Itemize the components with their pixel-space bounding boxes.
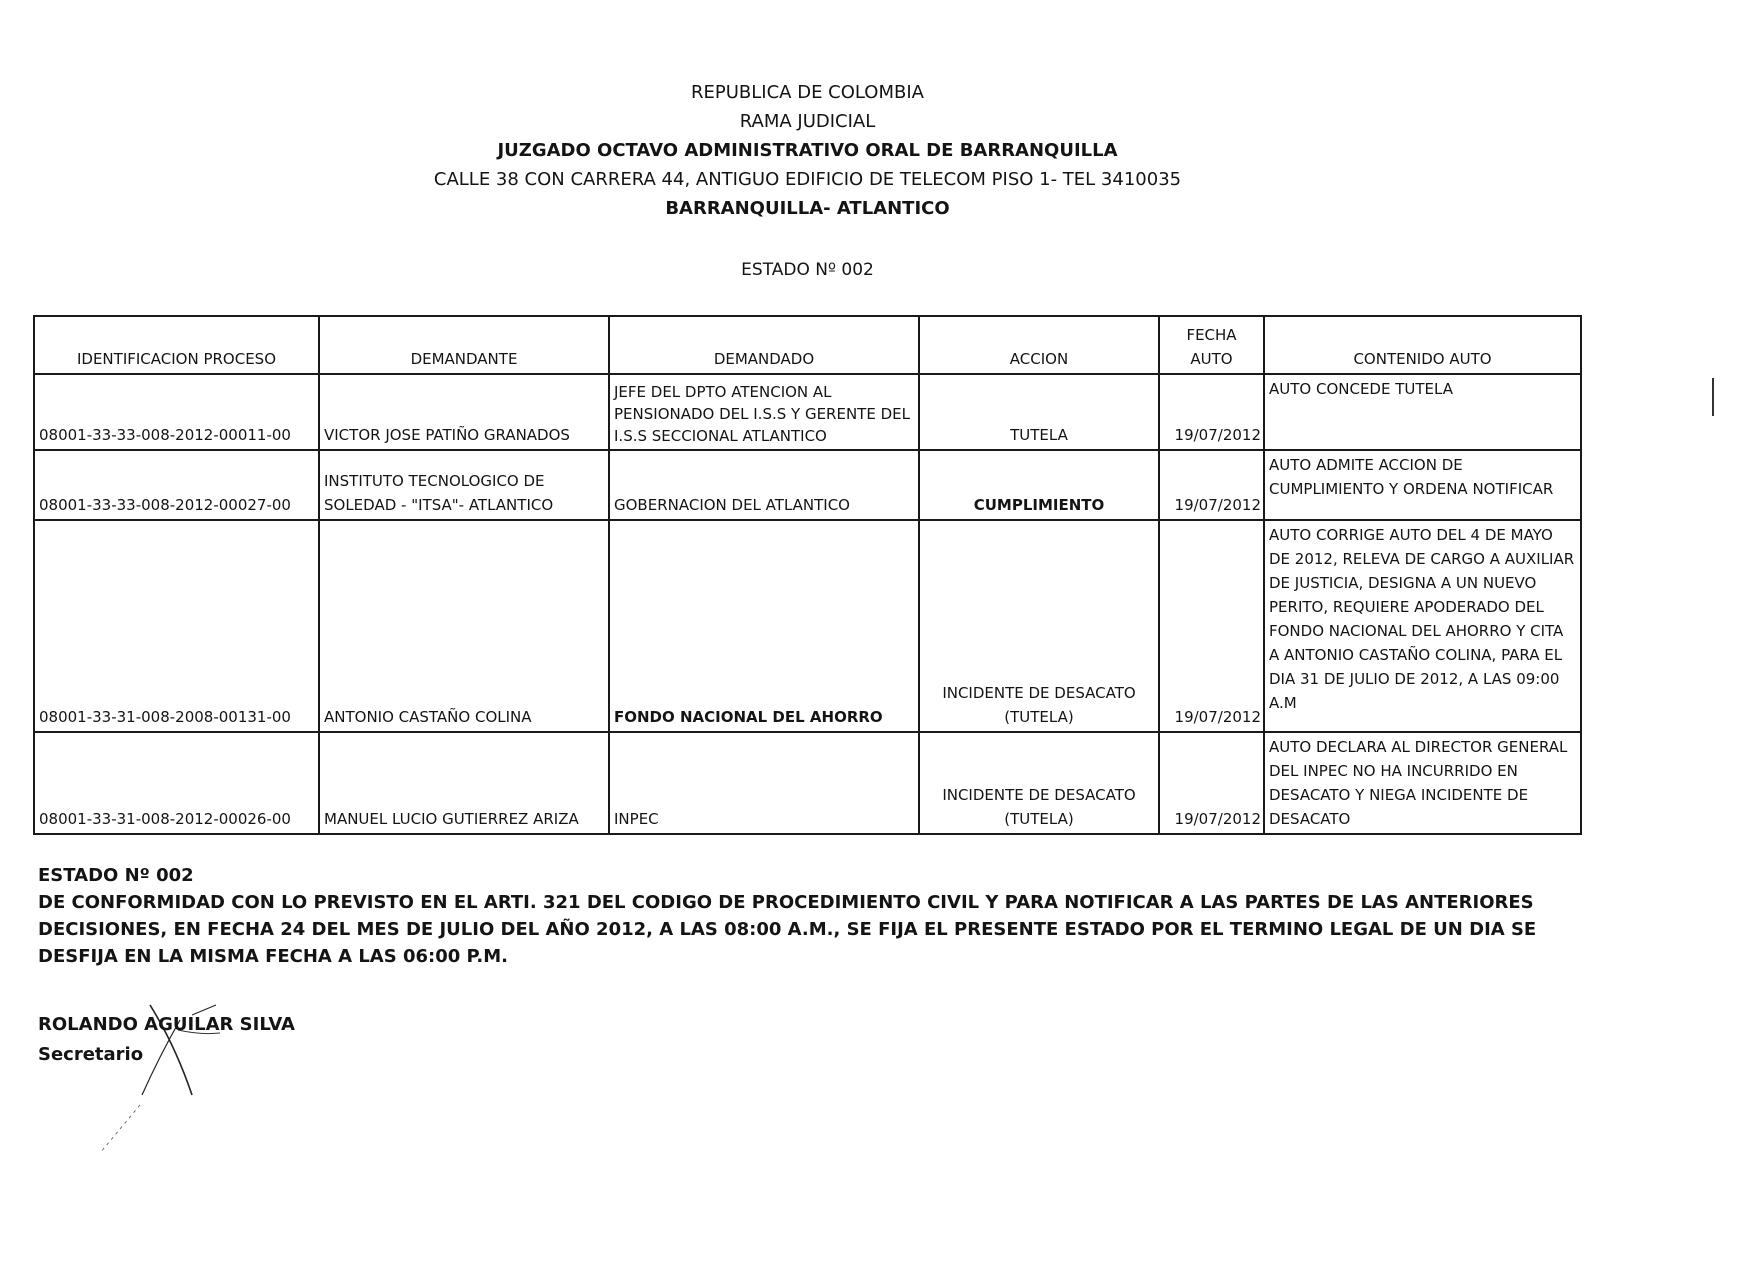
- cell-demandante: VICTOR JOSE PATIÑO GRANADOS: [319, 374, 609, 450]
- cell-identificacion: 08001-33-31-008-2008-00131-00: [34, 520, 319, 732]
- signer-role: Secretario: [38, 1044, 144, 1065]
- estado-table: [33, 315, 1582, 835]
- col-header-fecha-auto: FECHA AUTO: [1159, 316, 1264, 374]
- header-country: REPUBLICA DE COLOMBIA: [691, 82, 924, 103]
- cell-contenido: AUTO CORRIGE AUTO DEL 4 DE MAYO DE 2012, RELEVA DE CARGO A AUXILIAR DE JUSTICIA, DESIGNA A UN NUEVO PERITO, REQUIERE APODERADO DEL FONDO NACIONAL DEL AHORRO Y CITA A ANTONIO CASTAÑO COLINA, PARA EL DIA 31 DE JULIO DE 2012, A LAS 09:00 A.M: [1264, 520, 1581, 732]
- signer-name: ROLANDO AGUILAR SILVA: [38, 1014, 295, 1035]
- table-row: [34, 450, 1581, 520]
- cell-demandante: INSTITUTO TECNOLOGICO DE SOLEDAD - "ITSA"- ATLANTICO: [319, 450, 609, 520]
- cell-accion: TUTELA: [919, 374, 1159, 450]
- cell-contenido: AUTO ADMITE ACCION DE CUMPLIMIENTO Y ORDENA NOTIFICAR: [1264, 450, 1581, 520]
- cell-accion: INCIDENTE DE DESACATO (TUTELA): [919, 520, 1159, 732]
- margin-mark: [1712, 378, 1714, 416]
- cell-demandante: ANTONIO CASTAÑO COLINA: [319, 520, 609, 732]
- col-header-contenido: CONTENIDO AUTO: [1264, 316, 1581, 374]
- cell-accion: INCIDENTE DE DESACATO (TUTELA): [919, 732, 1159, 834]
- cell-demandado: FONDO NACIONAL DEL AHORRO: [609, 520, 919, 732]
- col-header-accion: ACCION: [919, 316, 1159, 374]
- cell-demandado: INPEC: [609, 732, 919, 834]
- cell-demandante: MANUEL LUCIO GUTIERREZ ARIZA: [319, 732, 609, 834]
- table-row: [34, 732, 1581, 834]
- cell-identificacion: 08001-33-31-008-2012-00026-00: [34, 732, 319, 834]
- notice-estado-label: ESTADO Nº 002: [38, 865, 194, 886]
- cell-contenido: AUTO CONCEDE TUTELA: [1264, 374, 1581, 450]
- cell-fecha: 19/07/2012: [1159, 374, 1264, 450]
- header-address: CALLE 38 CON CARRERA 44, ANTIGUO EDIFICIO DE TELECOM PISO 1- TEL 3410035: [433, 169, 1182, 190]
- col-header-demandante: DEMANDANTE: [319, 316, 609, 374]
- header-branch: RAMA JUDICIAL: [739, 111, 876, 132]
- cell-identificacion: 08001-33-33-008-2012-00011-00: [34, 374, 319, 450]
- col-header-demandado: DEMANDADO: [609, 316, 919, 374]
- header-city: BARRANQUILLA- ATLANTICO: [665, 198, 950, 219]
- cell-contenido: AUTO DECLARA AL DIRECTOR GENERAL DEL INPEC NO HA INCURRIDO EN DESACATO Y NIEGA INCIDENTE DE DESACATO: [1264, 732, 1581, 834]
- cell-fecha: 19/07/2012: [1159, 450, 1264, 520]
- cell-fecha: 19/07/2012: [1159, 520, 1264, 732]
- cell-accion: CUMPLIMIENTO: [919, 450, 1159, 520]
- cell-demandado: GOBERNACION DEL ATLANTICO: [609, 450, 919, 520]
- table-header-row: [34, 316, 1581, 374]
- document-header: [0, 78, 1615, 223]
- table-row: [34, 374, 1581, 450]
- header-court: JUZGADO OCTAVO ADMINISTRATIVO ORAL DE BARRANQUILLA: [497, 140, 1118, 161]
- signature-block: [38, 1010, 295, 1070]
- notice-text: DE CONFORMIDAD CON LO PREVISTO EN EL ARTI. 321 DEL CODIGO DE PROCEDIMIENTO CIVIL Y PARA NOTIFICAR A LAS PARTES DE LAS ANTERIORES DECISIONES, EN FECHA 24 DEL MES DE JULIO DEL AÑO 2012, A LAS 08:00 A.M., SE FIJA EL PRESENTE ESTADO POR EL TERMINO LEGAL DE UN DIA SE DESFIJA EN LA MISMA FECHA A LAS 06:00 P.M.: [38, 892, 1537, 967]
- cell-demandado: JEFE DEL DPTO ATENCION AL PENSIONADO DEL I.S.S Y GERENTE DEL I.S.S SECCIONAL ATLANTICO: [609, 374, 919, 450]
- table-row: [34, 520, 1581, 732]
- estado-notice: [38, 862, 1558, 970]
- cell-fecha: 19/07/2012: [1159, 732, 1264, 834]
- col-header-identificacion: IDENTIFICACION PROCESO: [34, 316, 319, 374]
- cell-identificacion: 08001-33-33-008-2012-00027-00: [34, 450, 319, 520]
- estado-title: ESTADO Nº 002: [741, 260, 874, 280]
